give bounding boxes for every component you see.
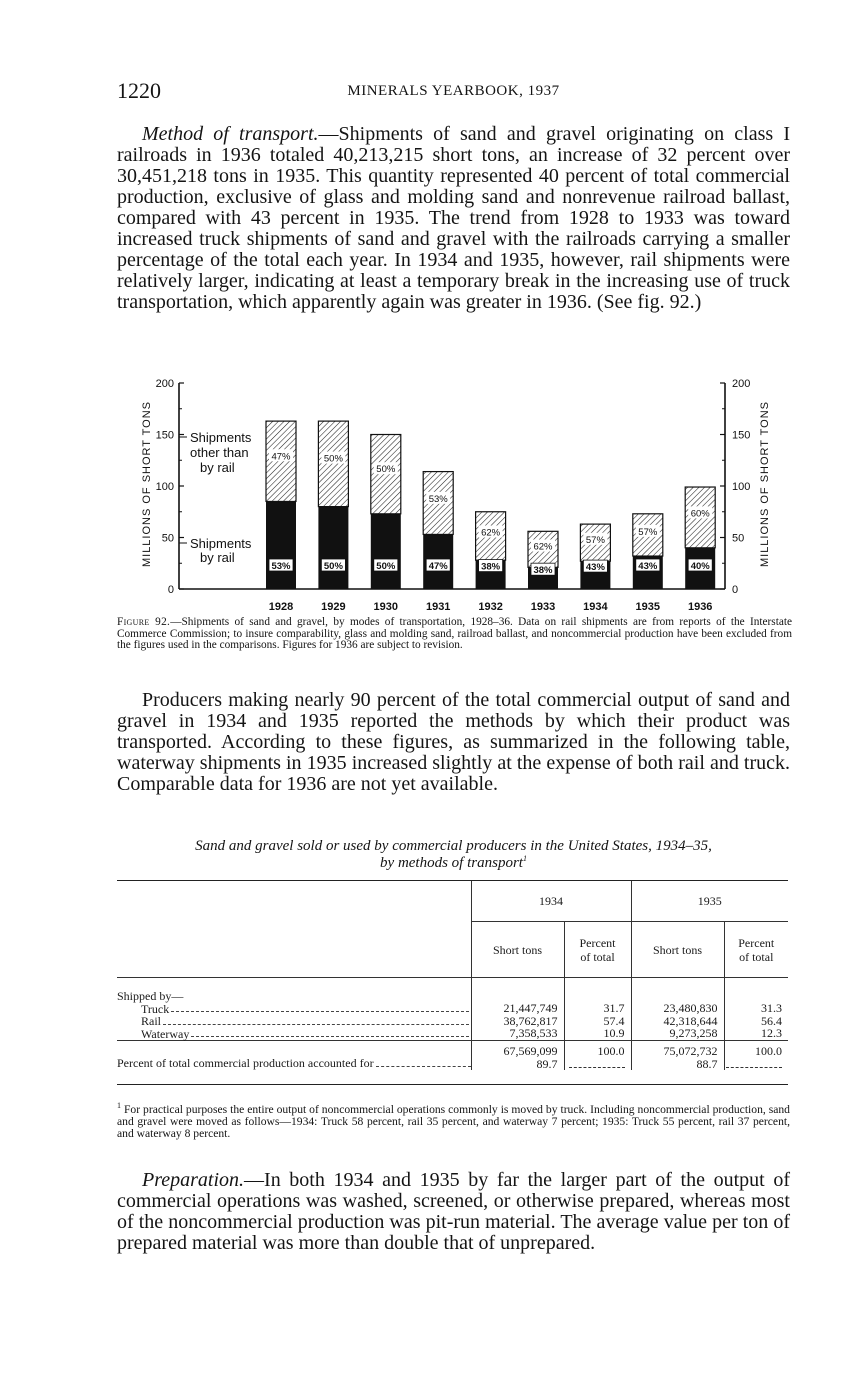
bar-label-rail-1936: 40%: [690, 561, 710, 572]
cells-tons-1935: [631, 978, 724, 1041]
y-tick-label-right: 200: [732, 378, 751, 390]
cell: 57.4: [603, 1013, 625, 1028]
cell: 23,480,830: [663, 1001, 718, 1015]
figure-caption-text: —Shipments of sand and gravel, by modes of transportation, 1928–36. Data on rail shipments are from reports of the Interstate Commerce Commission; to insure comparability, glass and molding sand, railroad ballast, and noncommercial production have been excluded from the figures used in the comparisons. Figures for 1936 are subject to revision.: [117, 616, 793, 652]
bar-label-rail-1932: 38%: [481, 561, 501, 573]
legend-other-line1: Shipments: [190, 430, 252, 445]
x-tick-label-1929: 1929: [321, 601, 346, 613]
cell: 7,358,533: [509, 1026, 558, 1040]
col-short-tons-1935: Short tons: [631, 922, 724, 978]
x-tick-label-1932: 1932: [478, 601, 503, 613]
y-tick-label-left: 0: [167, 584, 174, 596]
table-title-footnote-mark: 1: [522, 854, 527, 863]
cells-tons-1934: [471, 978, 564, 1041]
col-percent-line2: of total: [580, 949, 615, 964]
y-tick-label-left: 100: [155, 481, 174, 493]
x-tick-label-1936: 1936: [687, 601, 713, 613]
paragraph-text: —Shipments of sand and gravel originating on class I railroads in 1936 totaled 40,213,215 short tons, an increase of 32 percent over 30,451,218 tons in 1935. This quantity represented 40 percent of total commercial production, exclusive of glass and molding sand and nonrevenue railroad ballast, compared with 43 percent in 1935. The trend from 1928 to 1933 was toward increased truck shipments of sand and gravel with the railroads carrying a smaller percentage of the total each year. In 1934 and 1935, however, rail shipments were relatively larger, indicating at least a temporary break in the increasing use of truck transportation, which apparently again was greater in 1936. (See fig. 92.): [117, 123, 790, 313]
table-stub-header: [117, 881, 471, 978]
footnote-mark: 1: [117, 1101, 121, 1111]
bar-rail-1929: [318, 507, 348, 589]
paragraph-lead: Method of transport.: [142, 123, 319, 145]
bar-label-other-1928: 47%: [271, 451, 291, 463]
paragraph-producers: Producers making nearly 90 percent of the total commercial output of sand and gravel in 1934 and 1935 reported the methods by which their product was transported. According to these figures, as summarized in the following table, waterway shipments in 1935 increased slightly at the expense of both rail and truck. Comparable data for 1936 are not yet available.: [117, 689, 790, 795]
y-tick-label-right: 100: [732, 481, 751, 493]
totals-tons-1935: [631, 1041, 724, 1071]
y-tick-label-right: 50: [732, 532, 745, 545]
y-tick-label-right: 0: [732, 584, 739, 596]
bar-label-rail-1935: 43%: [638, 561, 658, 572]
row-label-text: Waterway: [141, 1026, 190, 1041]
bar-label-other-1934: 57%: [585, 534, 605, 546]
table-year-1935: 1935: [631, 881, 788, 922]
cell: 75,072,732: [663, 1044, 718, 1058]
cell: 10.9: [603, 1026, 625, 1040]
page-header: [117, 78, 790, 112]
paragraph-method-of-transport: [117, 124, 790, 313]
cell-empty: [725, 1058, 783, 1071]
legend-rail-line1: Shipments: [190, 536, 252, 551]
paragraph-preparation: [117, 1170, 790, 1254]
figure-92-chart: [135, 372, 795, 617]
table-title-line1: Sand and gravel sold or used by commercial producers in the United States, 1934–35,: [195, 838, 712, 854]
col-percent-line1: Percent: [738, 935, 775, 950]
col-percent-line2: of total: [739, 949, 774, 964]
bar-rail-1928: [266, 501, 296, 589]
bar-label-rail-1931: 47%: [428, 561, 448, 572]
cell: 21,447,749: [503, 1001, 558, 1015]
cell-empty: [565, 1058, 625, 1071]
totals-pct-1934: [564, 1041, 631, 1071]
cells-pct-1935: [724, 978, 788, 1041]
cell: 31.7: [603, 1001, 625, 1015]
paragraph-lead: Preparation.: [142, 1169, 245, 1191]
x-tick-label-1931: 1931: [425, 601, 451, 613]
accounted-label-cell: [117, 1041, 471, 1071]
cell: 89.7: [536, 1056, 558, 1071]
legend-rail-line2: by rail: [200, 550, 235, 565]
table-row-totals: [117, 1041, 788, 1071]
x-tick-label-1933: 1933: [530, 601, 556, 613]
col-short-tons-1934: Short tons: [471, 922, 564, 978]
y-axis-label-right: MILLIONS OF SHORT TONS: [759, 400, 771, 568]
table-end-rule: [117, 1070, 788, 1085]
x-tick-label-1930: 1930: [373, 601, 399, 613]
cell: 9,273,258: [669, 1026, 718, 1040]
bar-rail-1930: [371, 514, 401, 589]
paragraph-text: —In both 1934 and 1935 by far the larger part of the output of commercial operations was washed, screened, or otherwise prepared, whereas most of the noncommercial production was pit-run material. The average value per ton of prepared material was more than double that of unprepared.: [117, 1169, 790, 1254]
transport-table: [117, 880, 788, 1085]
cell: 38,762,817: [503, 1013, 558, 1028]
bar-label-other-1935: 57%: [638, 526, 658, 538]
x-tick-label-1935: 1935: [635, 601, 661, 613]
row-label-waterway: [117, 1028, 471, 1041]
y-tick-label-left: 150: [155, 429, 174, 442]
page-number: 1220: [117, 78, 161, 103]
running-head: MINERALS YEARBOOK, 1937: [347, 83, 560, 99]
bar-label-other-1931: 53%: [428, 493, 448, 505]
bar-label-other-1936: 60%: [690, 508, 710, 520]
row-label-text: Rail: [141, 1014, 161, 1028]
row-label-rail: [117, 1015, 471, 1028]
y-tick-label-right: 150: [732, 429, 751, 442]
accounted-label: [117, 1057, 471, 1070]
bar-label-rail-1930: 50%: [376, 561, 396, 572]
cell: 100.0: [755, 1044, 782, 1058]
x-tick-label-1928: 1928: [268, 601, 294, 613]
group-label: Shipped by—: [117, 989, 184, 1003]
legend-other-line2: other than: [190, 445, 249, 460]
cell: 88.7: [696, 1056, 718, 1071]
bar-label-rail-1934: 43%: [585, 562, 605, 574]
col-percent-1934: [564, 922, 631, 978]
y-axis-label-left: MILLIONS OF SHORT TONS: [141, 400, 153, 568]
cell: 56.4: [761, 1013, 782, 1028]
cell: 12.3: [761, 1026, 782, 1040]
row-label-truck: [117, 1003, 471, 1016]
bar-label-other-1930: 50%: [376, 464, 396, 476]
row-labels: [117, 978, 471, 1041]
bar-label-rail-1933: 38%: [533, 565, 553, 577]
accounted-label-text: Percent of total commercial production accounted for: [117, 1056, 374, 1070]
cell: 100.0: [597, 1044, 625, 1058]
bar-label-other-1929: 50%: [323, 453, 343, 465]
bar-label-rail-1929: 50%: [323, 561, 343, 572]
col-percent-1935: [724, 922, 788, 978]
bar-label-rail-1928: 53%: [271, 561, 291, 572]
y-tick-label-left: 200: [155, 378, 174, 390]
figure-caption: [117, 617, 792, 652]
table-row-shipments: [117, 978, 788, 1041]
footnote-text: For practical purposes the entire output of noncommercial operations commonly is moved by truck. Including noncommercial production, sand and gravel were moved as follows—1934: Truck 58 percent, rail 35 percent, and waterway 7 percent; 1935: Truck 55 percent, rail 37 percent, and waterway 8 percent.: [117, 1103, 790, 1140]
bar-label-other-1933: 62%: [533, 541, 553, 553]
table-year-1934: 1934: [471, 881, 631, 922]
legend-other-line3: by rail: [200, 460, 235, 475]
cell: 42,318,644: [663, 1013, 718, 1028]
y-tick-label-left: 50: [161, 532, 174, 545]
table-footnote: [117, 1101, 790, 1140]
row-label-text: Truck: [141, 1001, 170, 1016]
cell: 31.3: [761, 1001, 782, 1015]
cells-pct-1934: [564, 978, 631, 1041]
totals-tons-1934: [471, 1041, 564, 1071]
table-title: [117, 838, 790, 872]
chart-legend: [179, 430, 252, 565]
x-tick-label-1934: 1934: [583, 601, 608, 613]
totals-pct-1935: [724, 1041, 788, 1071]
cell: 67,569,099: [503, 1044, 558, 1058]
table-title-line2: by methods of transport: [380, 855, 523, 871]
col-percent-line1: Percent: [579, 935, 616, 950]
bar-label-other-1932: 62%: [481, 527, 501, 539]
figure-caption-label: Figure 92.: [117, 616, 171, 628]
